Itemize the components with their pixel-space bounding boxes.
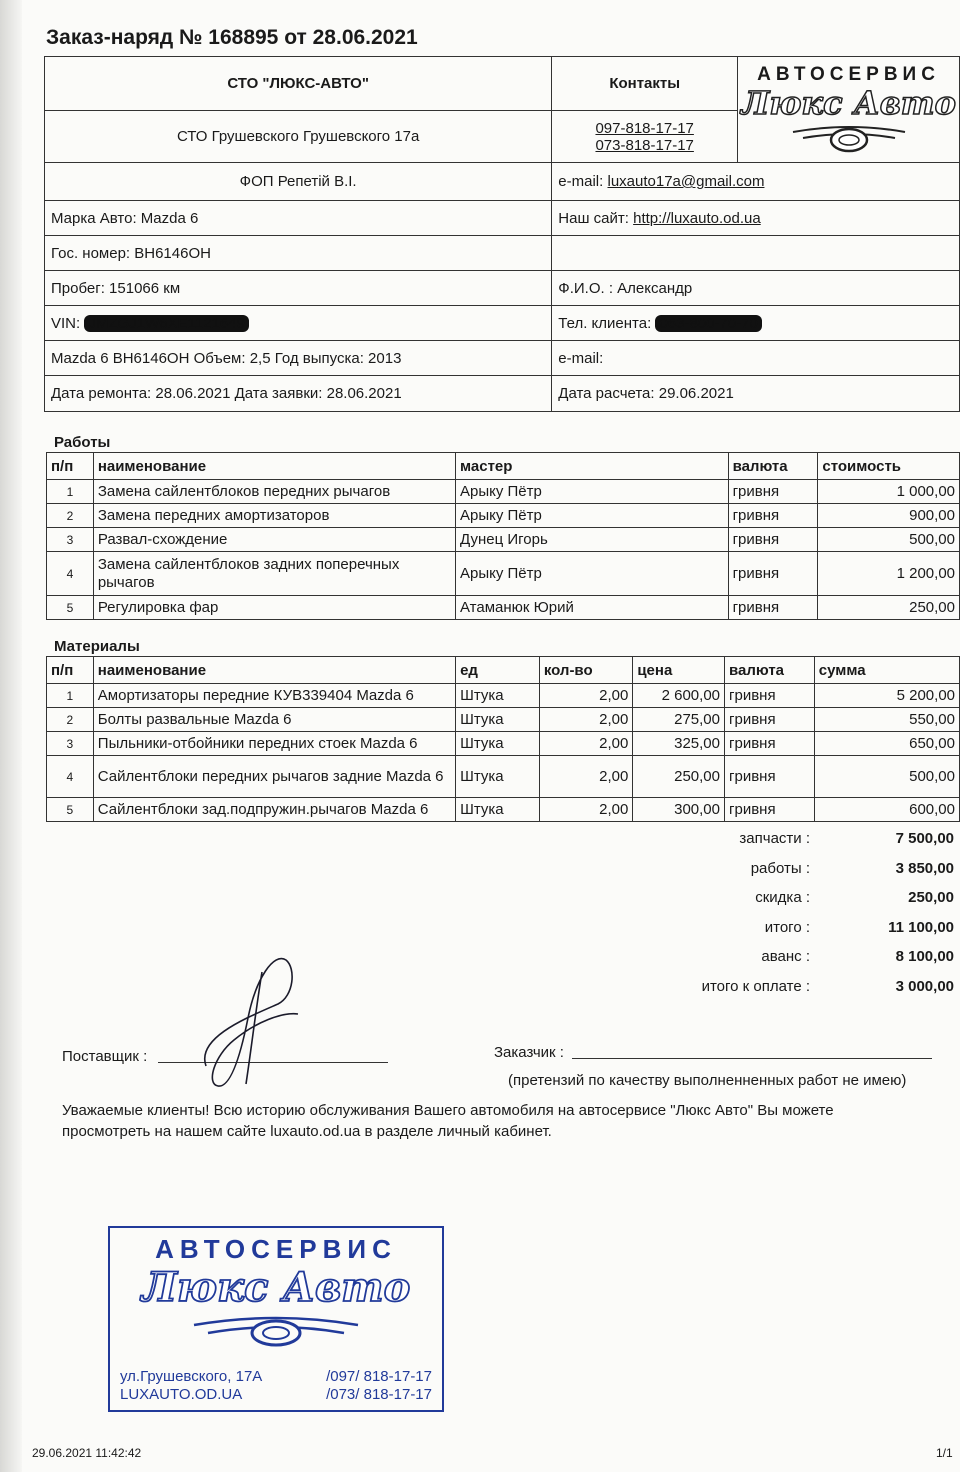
stamp-phone-2: /073/ 818-17-17: [326, 1386, 432, 1403]
email-link[interactable]: luxauto17a@gmail.com: [607, 173, 765, 190]
works-cell: Развал-схождение: [93, 528, 455, 552]
materials-cell: Штука: [456, 798, 540, 822]
calc-date: Дата расчета: 29.06.2021: [552, 376, 960, 412]
client-phone-label: Тел. клиента:: [558, 314, 652, 332]
supplier-label: Поставщик :: [62, 1048, 148, 1065]
works-cell: 1 000,00: [818, 480, 960, 504]
client-phone-redacted: 063-800-70-70: [655, 315, 761, 332]
totals-label: скидка :: [755, 889, 810, 907]
totals-row: [600, 972, 960, 1002]
empty-cell: [552, 236, 960, 271]
logo-top-text: АВТОСЕРВИС: [757, 63, 940, 85]
totals-label: работы :: [750, 859, 810, 877]
totals-value: 3 000,00: [895, 977, 954, 995]
totals-value: 7 500,00: [895, 830, 954, 848]
materials-header-row: [47, 657, 960, 684]
works-cell: 250,00: [818, 596, 960, 620]
materials-cell: 600,00: [814, 798, 959, 822]
materials-cell: Амортизаторы передние КУВ339404 Mazda 6: [93, 684, 455, 708]
client-email: e-mail:: [552, 341, 960, 376]
logo-wing-icon: [789, 120, 909, 154]
works-col-currency: валюта: [728, 453, 818, 480]
vin-label: VIN:: [51, 314, 81, 332]
customer-label: Заказчик :: [494, 1044, 564, 1061]
materials-cell: 4: [47, 756, 94, 798]
materials-cell: 2,00: [539, 708, 633, 732]
totals-value: 3 850,00: [895, 859, 954, 877]
materials-cell: 300,00: [633, 798, 725, 822]
vin-cell: [45, 306, 552, 341]
stamp-address: ул.Грушевского, 17А: [120, 1368, 263, 1385]
works-cell: Арыку Пётр: [456, 504, 729, 528]
stamp-top-text: АВТОСЕРВИС: [155, 1234, 397, 1264]
works-cell: Регулировка фар: [93, 596, 455, 620]
works-cell: Замена передних амортизаторов: [93, 504, 455, 528]
customer-signature-line: [572, 1058, 932, 1059]
totals-label: аванс :: [761, 948, 810, 966]
totals-value: 11 100,00: [888, 918, 954, 936]
works-cell: гривня: [728, 552, 818, 596]
table-row: [47, 596, 960, 620]
materials-col-sum: сумма: [814, 657, 959, 684]
materials-cell: 2: [47, 708, 94, 732]
works-col-cost: стоимость: [818, 453, 960, 480]
contacts-label: Контакты: [552, 57, 738, 111]
materials-cell: Сайлентблоки передних рычагов задние Mazda 6: [93, 756, 455, 798]
materials-cell: гривня: [725, 684, 815, 708]
print-timestamp: 29.06.2021 11:42:42: [32, 1446, 142, 1460]
materials-cell: 500,00: [814, 756, 959, 798]
car-details: Mazda 6 ВН6146ОН Объем: 2,5 Год выпуска: 2013: [45, 341, 552, 376]
works-cell: Замена сайлентблоков передних рычагов: [93, 480, 455, 504]
materials-cell: Сайлентблоки зад.подпружин.рычагов Mazda 6: [93, 798, 455, 822]
site-label: Наш сайт:: [558, 209, 629, 227]
materials-col-price: цена: [633, 657, 725, 684]
customer-note: Уважаемые клиенты! Всю историю обслуживания Вашего автомобиля на автосервисе "Люкс Авто" Вы можете просмотреть на нашем сайте luxauto.od.ua в разделе личный кабинет.: [62, 1102, 834, 1140]
materials-cell: гривня: [725, 708, 815, 732]
company-name: СТО "ЛЮКС-АВТО": [45, 57, 552, 111]
vin-redacted: JMZGJ1W6XE1121649: [84, 315, 248, 332]
works-title: Работы: [54, 434, 111, 451]
works-cell: Арыку Пётр: [456, 480, 729, 504]
works-cell: гривня: [728, 504, 818, 528]
email-cell: [552, 163, 960, 201]
works-cell: гривня: [728, 480, 818, 504]
table-row: [47, 684, 960, 708]
order-title: Заказ-наряд № 168895 от 28.06.2021: [46, 26, 418, 49]
materials-cell: 2,00: [539, 732, 633, 756]
materials-cell: 275,00: [633, 708, 725, 732]
stamp-address-block: [120, 1368, 262, 1404]
phone-2[interactable]: 073-818-17-17: [595, 136, 694, 154]
materials-cell: 2,00: [539, 798, 633, 822]
totals-block: [600, 824, 960, 1001]
materials-cell: Штука: [456, 732, 540, 756]
works-cell: 500,00: [818, 528, 960, 552]
client-phone-cell: [552, 306, 960, 341]
header-table: [44, 56, 960, 412]
address: СТО Грушевского Грушевского 17а: [45, 111, 552, 163]
mileage: Пробег: 151066 км: [45, 271, 552, 306]
materials-col-num: п/п: [47, 657, 94, 684]
materials-cell: гривня: [725, 798, 815, 822]
materials-cell: 2,00: [539, 684, 633, 708]
works-col-master: мастер: [456, 453, 729, 480]
client-name: Ф.И.О. : Александр: [552, 271, 960, 306]
site-cell: [552, 201, 960, 236]
works-cell: 1: [47, 480, 94, 504]
works-cell: 2: [47, 504, 94, 528]
works-col-name: наименование: [93, 453, 455, 480]
works-cell: Замена сайлентблоков задних поперечных рычагов: [93, 552, 455, 596]
stamp-site: LUXAUTO.OD.UA: [120, 1386, 243, 1403]
totals-row: [600, 942, 960, 972]
company-logo: [738, 57, 960, 163]
owner-name: ФОП Репетій В.І.: [45, 163, 552, 201]
materials-cell: 3: [47, 732, 94, 756]
works-cell: 900,00: [818, 504, 960, 528]
phones: [552, 111, 738, 163]
totals-label: запчасти :: [739, 830, 810, 848]
materials-cell: гривня: [725, 756, 815, 798]
page-edge-shadow: [0, 0, 22, 1472]
page-counter: 1/1: [936, 1446, 953, 1460]
totals-label: итого к оплате :: [701, 977, 810, 995]
stamp-wing-icon: [186, 1311, 366, 1347]
materials-cell: 5 200,00: [814, 684, 959, 708]
plate-number: Гос. номер: ВН6146ОН: [45, 236, 552, 271]
materials-cell: 2,00: [539, 756, 633, 798]
materials-table: [46, 656, 960, 822]
works-header-row: [47, 453, 960, 480]
handwritten-signature: [186, 948, 316, 1098]
works-cell: гривня: [728, 596, 818, 620]
materials-cell: гривня: [725, 732, 815, 756]
works-cell: 5: [47, 596, 94, 620]
works-cell: 3: [47, 528, 94, 552]
materials-cell: 325,00: [633, 732, 725, 756]
works-table: [46, 452, 960, 620]
materials-cell: Болты развальные Mazda 6: [93, 708, 455, 732]
works-cell: Атаманюк Юрий: [456, 596, 729, 620]
stamp-phone-1: /097/ 818-17-17: [326, 1368, 432, 1385]
materials-cell: 1: [47, 684, 94, 708]
materials-col-name: наименование: [93, 657, 455, 684]
totals-row: [600, 824, 960, 854]
company-stamp: [108, 1226, 444, 1412]
works-cell: Арыку Пётр: [456, 552, 729, 596]
materials-cell: 250,00: [633, 756, 725, 798]
materials-cell: Штука: [456, 708, 540, 732]
materials-cell: Штука: [456, 684, 540, 708]
disclaimer: (претензий по качеству выполненненных работ не имею): [508, 1072, 907, 1089]
materials-col-unit: ед: [456, 657, 540, 684]
totals-row: [600, 883, 960, 913]
materials-cell: Пыльники-отбойники передних стоек Mazda 6: [93, 732, 455, 756]
materials-cell: 5: [47, 798, 94, 822]
table-row: [47, 756, 960, 798]
car-brand: Марка Авто: Mazda 6: [45, 201, 552, 236]
stamp-script-text: Люкс Авто: [141, 1264, 411, 1311]
materials-cell: 550,00: [814, 708, 959, 732]
table-row: [47, 552, 960, 596]
stamp-phones-block: [326, 1368, 432, 1404]
table-row: [47, 504, 960, 528]
works-cell: Дунец Игорь: [456, 528, 729, 552]
email-label: e-mail:: [558, 173, 604, 190]
materials-col-currency: валюта: [725, 657, 815, 684]
totals-row: [600, 854, 960, 884]
works-cell: 1 200,00: [818, 552, 960, 596]
table-row: [47, 732, 960, 756]
materials-title: Материалы: [54, 638, 140, 655]
table-row: [47, 708, 960, 732]
materials-cell: 2 600,00: [633, 684, 725, 708]
materials-cell: 650,00: [814, 732, 959, 756]
totals-value: 8 100,00: [895, 948, 954, 966]
logo-script-text: Люкс Авто: [741, 83, 956, 122]
phone-1[interactable]: 097-818-17-17: [595, 119, 694, 137]
works-col-num: п/п: [47, 453, 94, 480]
totals-row: [600, 913, 960, 943]
materials-col-qty: кол-во: [539, 657, 633, 684]
site-link[interactable]: http://luxauto.od.ua: [633, 209, 761, 227]
table-row: [47, 798, 960, 822]
totals-value: 250,00: [908, 889, 954, 907]
table-row: [47, 480, 960, 504]
repair-dates: Дата ремонта: 28.06.2021 Дата заявки: 28.06.2021: [45, 376, 552, 412]
works-cell: гривня: [728, 528, 818, 552]
works-cell: 4: [47, 552, 94, 596]
table-row: [47, 528, 960, 552]
materials-cell: Штука: [456, 756, 540, 798]
totals-label: итого :: [764, 918, 810, 936]
